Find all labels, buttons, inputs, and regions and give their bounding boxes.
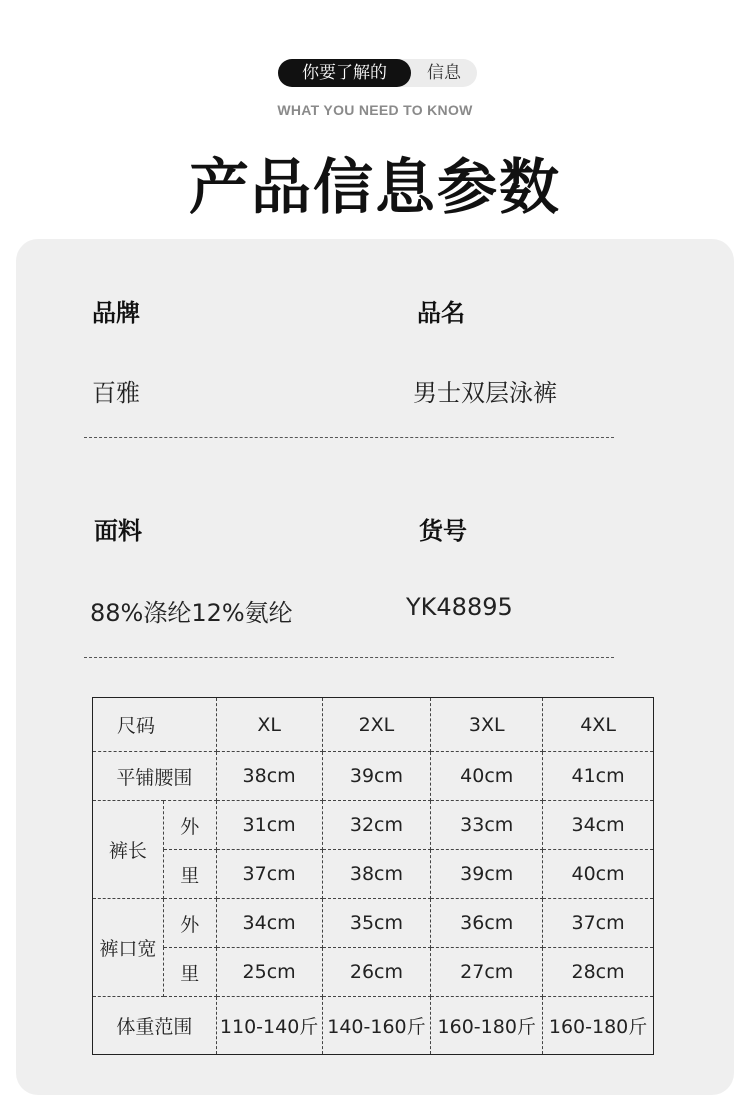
outer-label: 外: [163, 899, 216, 948]
table-cell: 160-180斤: [543, 997, 654, 1055]
fabric-label: 面料: [94, 517, 142, 545]
size-header-cell: 3XL: [431, 698, 543, 752]
table-cell: 37cm: [543, 899, 654, 948]
table-cell: 28cm: [543, 948, 654, 997]
size-table: [92, 697, 654, 1055]
table-cell: 25cm: [216, 948, 322, 997]
outer-label: 外: [163, 801, 216, 850]
waist-label: 平铺腰围: [93, 752, 217, 801]
divider: [84, 657, 614, 658]
table-cell: 38cm: [322, 850, 431, 899]
inner-label: 里: [163, 948, 216, 997]
sku-value: YK48895: [406, 593, 513, 621]
table-cell: 39cm: [431, 850, 543, 899]
length-label: 裤长: [93, 801, 164, 899]
size-header-cell: 2XL: [322, 698, 431, 752]
header-subtitle: WHAT YOU NEED TO KNOW: [277, 102, 473, 118]
brand-label: 品牌: [92, 299, 140, 327]
size-header-cell: XL: [216, 698, 322, 752]
table-row: [93, 698, 654, 752]
name-label: 品名: [417, 299, 465, 327]
leg-opening-label: 裤口宽: [93, 899, 164, 997]
table-cell: 38cm: [216, 752, 322, 801]
table-cell: 36cm: [431, 899, 543, 948]
inner-label: 里: [163, 850, 216, 899]
table-row: [93, 997, 654, 1055]
table-row: [93, 899, 654, 948]
header-pill-dark: 你要了解的: [278, 59, 411, 87]
weight-label: 体重范围: [93, 997, 217, 1055]
table-cell: 41cm: [543, 752, 654, 801]
table-cell: 26cm: [322, 948, 431, 997]
divider: [84, 437, 614, 438]
table-cell: 39cm: [322, 752, 431, 801]
sku-label: 货号: [419, 517, 467, 545]
table-cell: 40cm: [431, 752, 543, 801]
header-pill-light: 信息: [427, 63, 461, 83]
table-row: [93, 948, 654, 997]
name-value: 男士双层泳裤: [413, 379, 557, 407]
table-row: [93, 801, 654, 850]
brand-value: 百雅: [92, 379, 140, 407]
fabric-value: 88%涤纶12%氨纶: [90, 599, 293, 627]
table-cell: 110-140斤: [216, 997, 322, 1055]
table-cell: 40cm: [543, 850, 654, 899]
table-cell: 34cm: [543, 801, 654, 850]
table-cell: 31cm: [216, 801, 322, 850]
table-row: [93, 752, 654, 801]
table-cell: 37cm: [216, 850, 322, 899]
table-cell: 32cm: [322, 801, 431, 850]
table-cell: 34cm: [216, 899, 322, 948]
table-row: [93, 850, 654, 899]
table-cell: 33cm: [431, 801, 543, 850]
size-header-cell: 4XL: [543, 698, 654, 752]
table-cell: 27cm: [431, 948, 543, 997]
page-title: 产品信息参数: [189, 153, 561, 223]
size-header-label: 尺码: [93, 698, 217, 752]
table-cell: 140-160斤: [322, 997, 431, 1055]
table-cell: 35cm: [322, 899, 431, 948]
table-cell: 160-180斤: [431, 997, 543, 1055]
